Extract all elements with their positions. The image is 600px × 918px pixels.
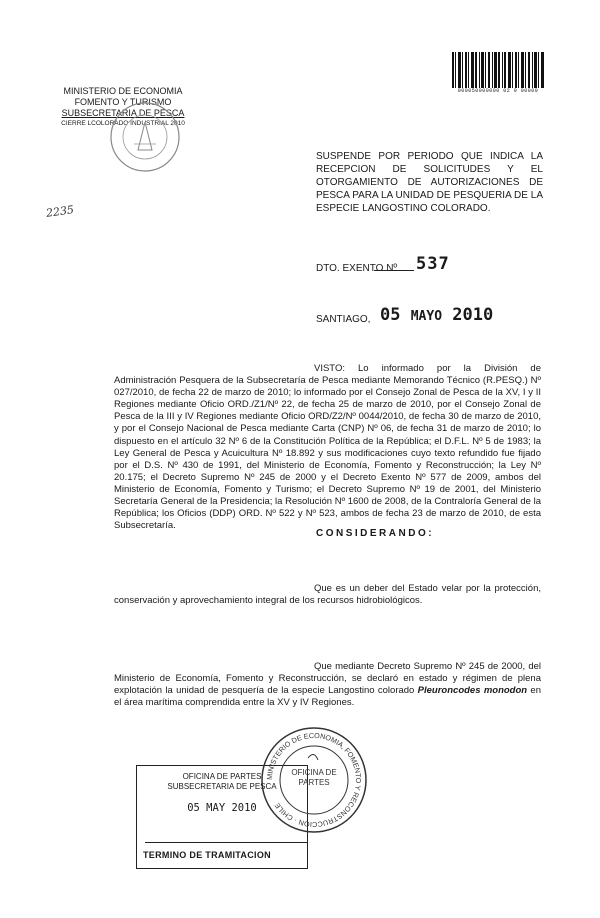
visto-text: VISTO: Lo informado por la División de Administración Pesquera de la Subsecretaría de Pesca mediante Memorando Técnico (R.PESQ.) Nº 027/2010, de fecha 22 de marzo de 2010; lo informado por el Consejo Zonal de Pesca de la XV, I y II Regiones mediante Oficio ORD./Z1/Nº 22, de fecha 25 de marzo de 2010, por el Consejo Zonal de Pesca de la III y IV Regiones mediante Oficio ORD/Z2/Nº 0044/2010, de fecha 30 de marzo de 2010, y por el Consejo Nacional de Pesca mediante Carta (CNP) Nº 06, de fecha 31 de marzo de 2010; lo dispuesto en el artículo 32 Nº 6 de la Constitución Política de la República; el D.F.L. Nº 5 de 1983; la Ley General de Pesca y Acuicultura Nº 18.892 y sus modificaciones cuyo texto refundido fue fijado por el D.S. Nº 430 de 1991, del Ministerio de Economía, Fomento y Reconstrucción; la Ley Nº 20.175; el Decreto Supremo Nº 245 de 2000 y el Decreto Exento Nº 577 de 2009, ambos del Ministerio de Economía, Fomento y Turismo; el Decreto Supremo Nº 19 de 2001, del Ministerio Secretaría General de la Presidencia; la Resolución Nº 1600 de 2008, de la Contraloría General de la República; los Oficios (DDP) ORD. Nº 522 y Nº 523, ambos de fecha 23 de marzo de 2010, de esta Subsecretaría.	[114, 363, 542, 532]
visto-paragraph	[114, 363, 541, 532]
decree-label: DTO. EXENTO Nº	[316, 263, 398, 274]
ministry-line-2: FOMENTO Y TURISMO	[74, 97, 172, 107]
date-year: 2010	[452, 305, 494, 325]
stamp-footer: TERMINO DE TRAMITACION	[143, 850, 271, 860]
stamp-date: 05 MAY 2010	[187, 802, 257, 814]
date-day: 05	[380, 305, 401, 325]
decree-date	[380, 305, 493, 325]
species-name: Pleuroncodes monodon	[417, 685, 528, 697]
considerando-paragraph-2	[114, 661, 541, 709]
seal-ring-text: MINISTERIO DE ECONOMIA, FOMENTO Y RECONSTRUCCION · CHILE	[264, 730, 364, 830]
date-month: MAYO	[410, 309, 443, 324]
stamp-divider	[145, 842, 307, 843]
para2-after: en el área marítima comprendida entre la XV y IV Regiones.	[114, 685, 541, 709]
handwritten-number: 2235	[45, 203, 75, 220]
subsecretaria-line: SUBSECRETARIA DE PESCA	[61, 108, 185, 118]
barcode-number: 000050000000 02 0 00000	[457, 88, 539, 94]
considerando-paragraph-1	[114, 583, 541, 607]
considerando-heading: CONSIDERANDO:	[316, 528, 435, 539]
document-title: SUSPENDE POR PERIODO QUE INDICA LA RECEPCION DE SOLICITUDES Y EL OTORGAMIENTO DE AUTORIZACIONES DE PESCA PARA LA UNIDAD DE PESQUERIA DE LA ESPECIE LANGOSTINO COLORADO.	[316, 151, 543, 214]
barcode	[452, 52, 544, 88]
cierre-line: CIERRE LCOLORADO INDUSTRIAL 2010	[61, 120, 185, 127]
seal-center-text: OFICINA DE PARTES	[291, 768, 337, 787]
decree-underline	[374, 270, 414, 271]
stamp-line-1: OFICINA DE PARTES	[182, 772, 262, 781]
ministry-seal-icon	[108, 100, 182, 174]
round-seal-stamp	[258, 724, 370, 836]
para2-before: Que mediante Decreto Supremo Nº 245 de 2000, del Ministerio de Economía, Fomento y Reconstrucción, se declaró en estado y régimen de plena explotación la unidad de pesquería de la especie Langostino colorado	[114, 661, 541, 697]
stamp-line-2: SUBSECRETARIA DE PESCA	[167, 782, 277, 791]
para1-text: Que es un deber del Estado velar por la protección, conservación y aprovechamiento integral de los recursos hidrobiológicos.	[114, 583, 541, 607]
santiago-label: SANTIAGO,	[316, 314, 371, 325]
ministry-line-1: MINISTERIO DE ECONOMIA	[63, 86, 183, 96]
decree-number: 537	[416, 254, 450, 274]
